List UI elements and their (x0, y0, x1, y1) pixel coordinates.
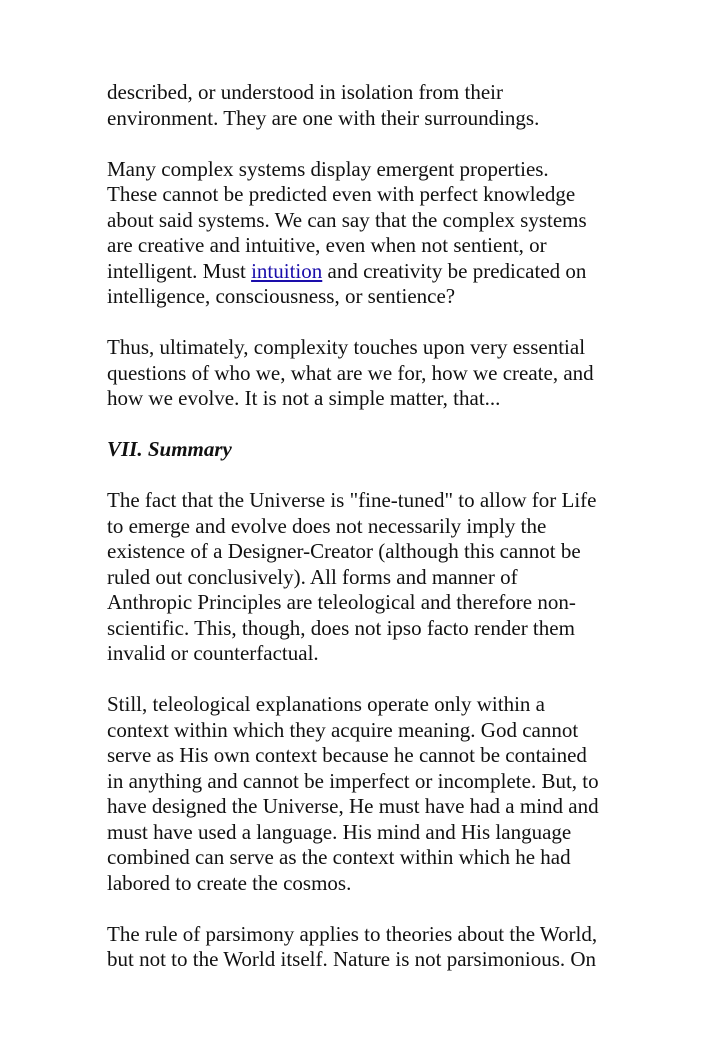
text-line: scientific. This, though, does not ipso facto render them (107, 615, 575, 640)
text-line: environment. They are one with their surroundings. (107, 105, 540, 130)
document-page (107, 80, 627, 973)
text-line: These cannot be predicted even with perfect knowledge (107, 182, 576, 206)
text-line: described, or understood in isolation from their (107, 80, 503, 104)
paragraph-emergent-properties (107, 157, 627, 310)
paragraph-fine-tuned (107, 488, 627, 667)
text-fragment: and creativity be predicated on (322, 258, 587, 283)
paragraph-gap (107, 896, 627, 922)
text-line: Thus, ultimately, complexity touches upon very essential (107, 335, 586, 359)
text-line: in anything and cannot be imperfect or incomplete. But, to (107, 768, 599, 793)
text-line: how we evolve. It is not a simple matter, that... (107, 386, 501, 410)
paragraph-gap (107, 412, 627, 438)
paragraph-complexity-questions (107, 335, 627, 412)
paragraph-gap (107, 463, 627, 489)
text-line: combined can serve as the context within which he had (107, 845, 571, 869)
text-line: have designed the Universe, He must have had a mind and (107, 794, 599, 818)
intuition-link[interactable]: intuition (251, 258, 323, 283)
text-line: about said systems. We can say that the complex systems (107, 207, 587, 232)
text-line: to emerge and evolve does not necessarily imply the (107, 513, 547, 538)
text-line: existence of a Designer-Creator (although this cannot be (107, 539, 581, 563)
paragraph-gap (107, 667, 627, 693)
text-line: Still, teleological explanations operate only within a (107, 692, 545, 716)
paragraph-teleological (107, 692, 627, 896)
text-line: The fact that the Universe is "fine-tuned" to allow for Life (107, 488, 597, 512)
text-line: intelligence, consciousness, or sentience? (107, 284, 456, 308)
text-line: but not to the World itself. Nature is not parsimonious. On (107, 947, 597, 971)
text-line: Many complex systems display emergent properties. (107, 156, 549, 181)
paragraph-parsimony (107, 922, 627, 973)
text-line: The rule of parsimony applies to theories about the World, (107, 921, 598, 946)
text-line-with-link (107, 259, 627, 285)
paragraph-gap (107, 131, 627, 157)
text-line: invalid or counterfactual. (107, 641, 319, 665)
text-line: are creative and intuitive, even when not sentient, or (107, 233, 547, 257)
paragraph-isolation (107, 80, 627, 131)
text-line: labored to create the cosmos. (107, 870, 352, 895)
section-heading: VII. Summary (107, 437, 232, 461)
text-line: serve as His own context because he cannot be contained (107, 743, 587, 767)
text-line: questions of who we, what are we for, how we create, and (107, 360, 594, 385)
text-fragment: intelligent. Must (107, 258, 252, 283)
text-line: Anthropic Principles are teleological and therefore non- (107, 590, 576, 614)
text-line: must have used a language. His mind and His language (107, 819, 572, 844)
paragraph-gap (107, 310, 627, 336)
text-line: context within which they acquire meaning. God cannot (107, 717, 579, 742)
text-line: ruled out conclusively). All forms and manner of (107, 564, 518, 589)
